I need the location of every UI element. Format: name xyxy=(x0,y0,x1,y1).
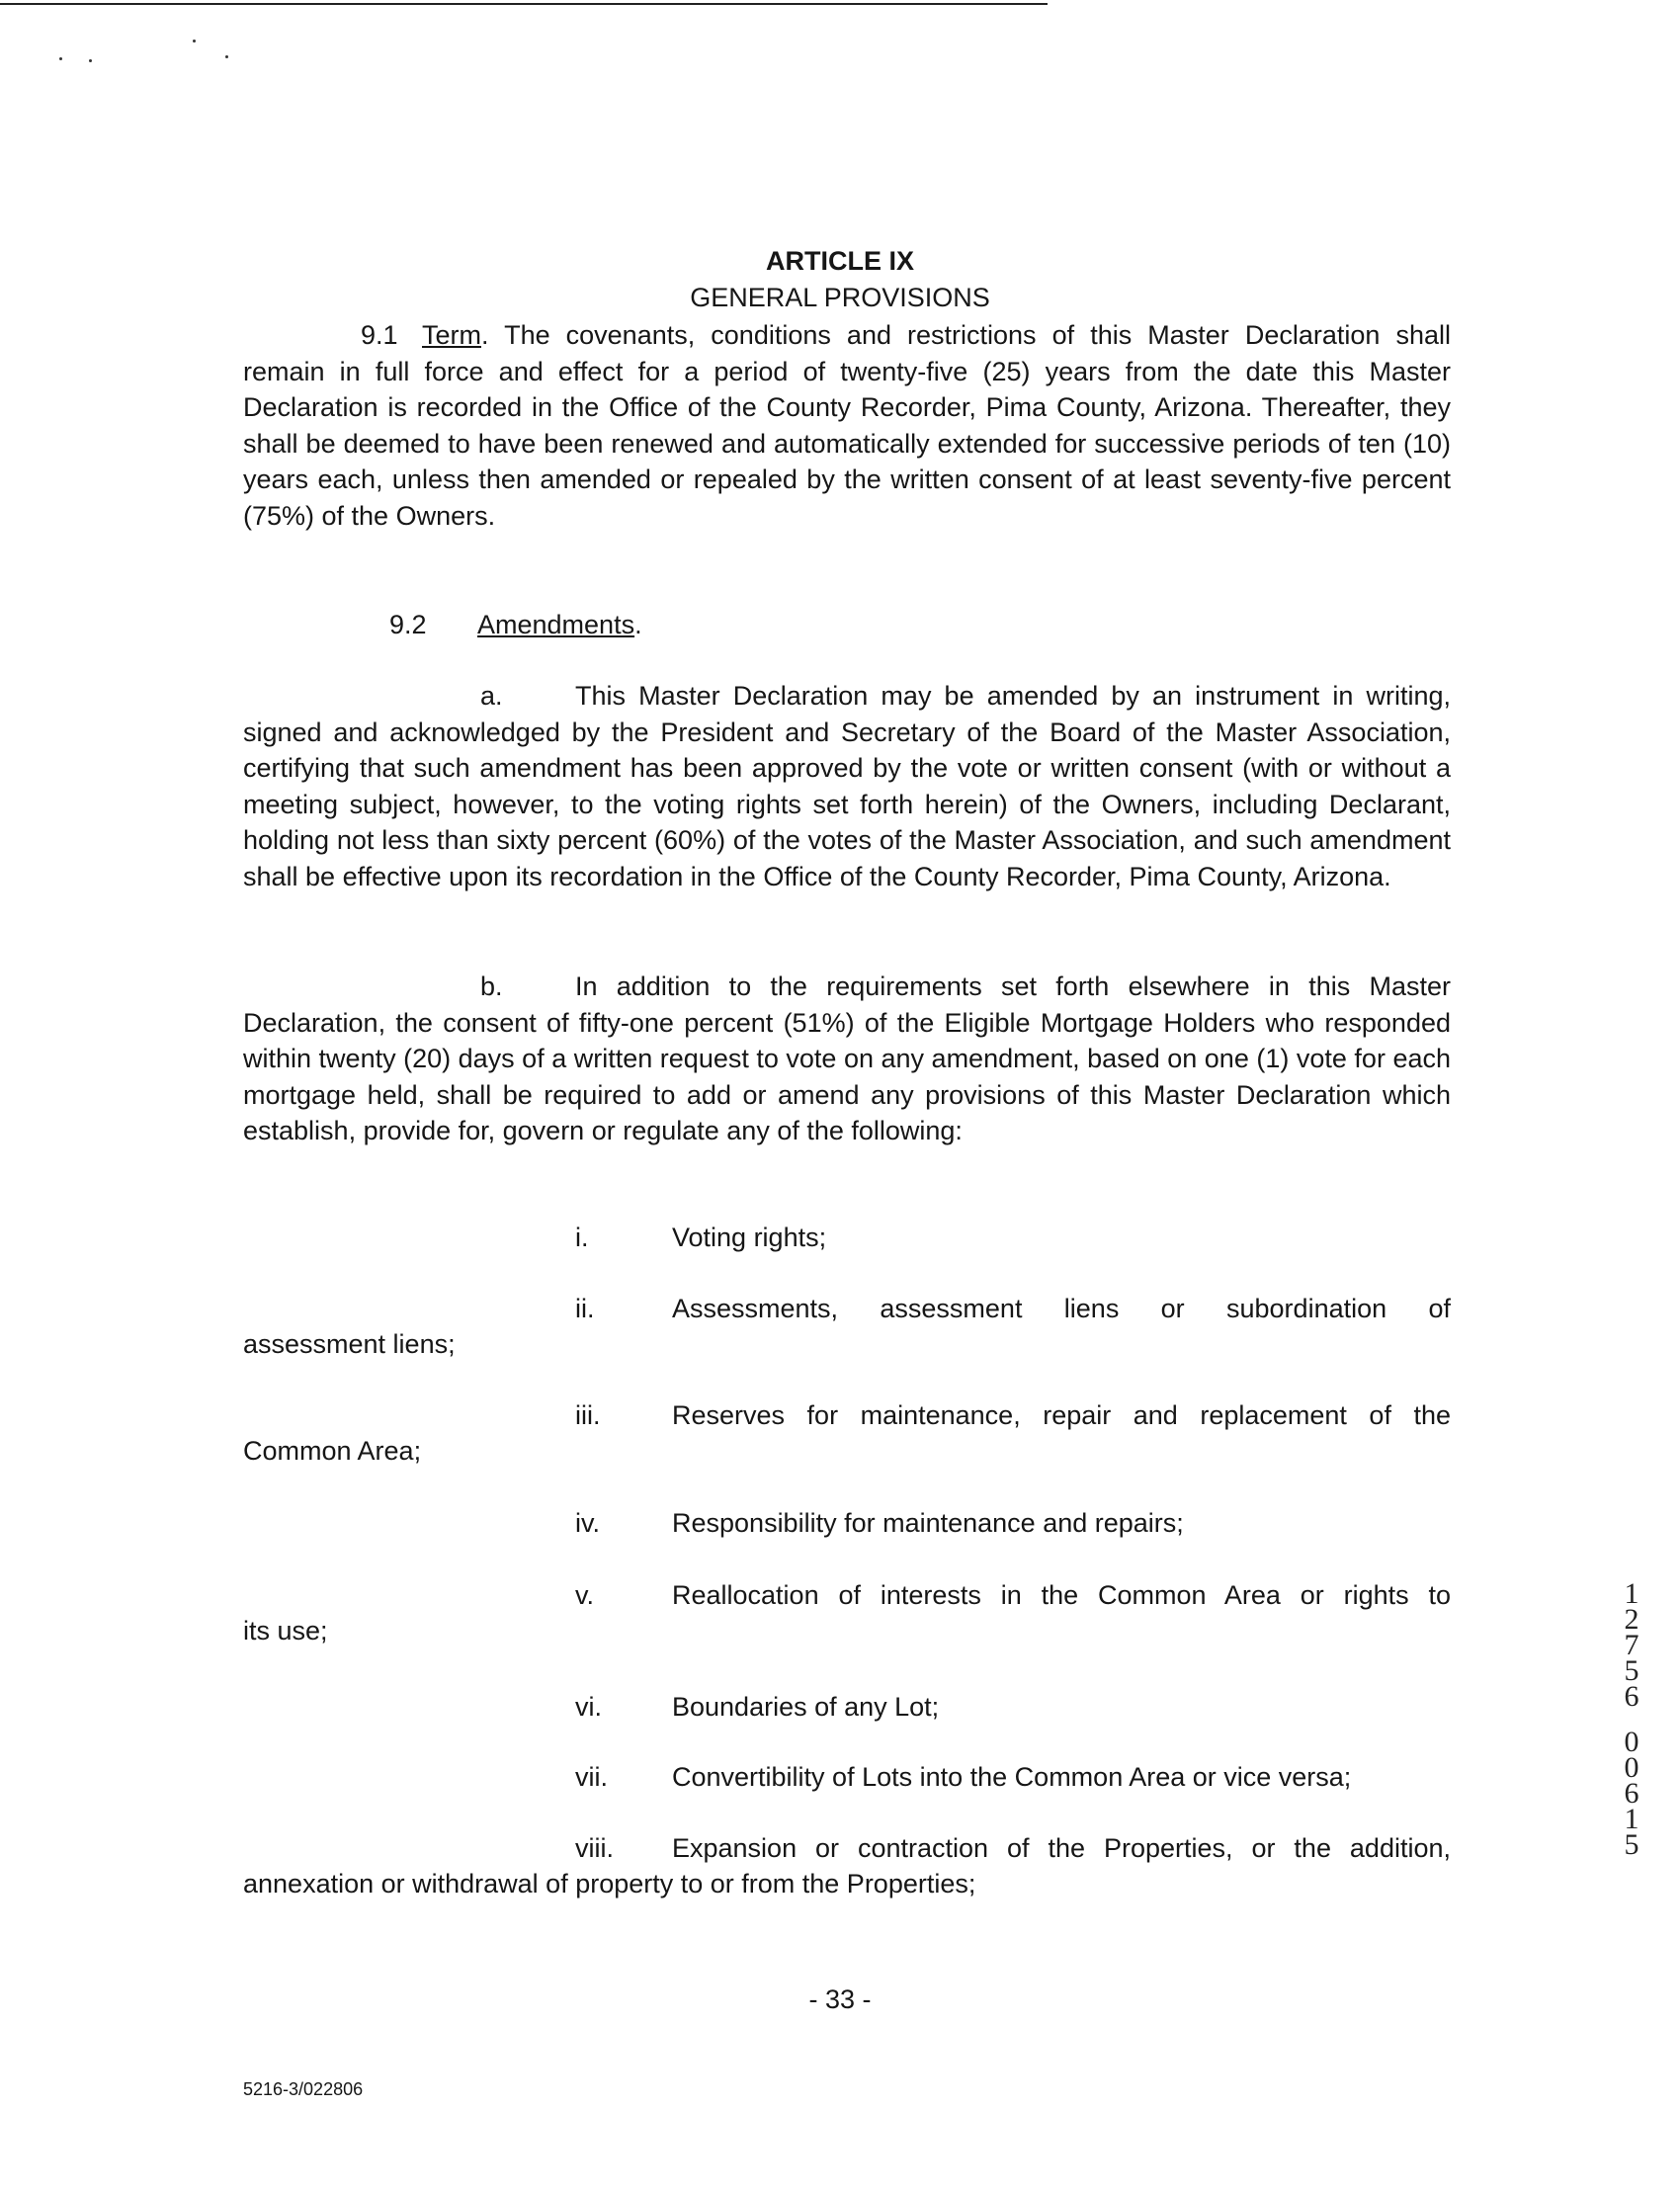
item-numeral: viii. xyxy=(575,1833,614,1863)
paragraph-a xyxy=(243,678,1451,895)
item-numeral: vi. xyxy=(575,1692,602,1722)
paragraph-b xyxy=(243,969,1451,1149)
stamp-digit: 7 xyxy=(1624,1629,1639,1661)
article-subtitle: GENERAL PROVISIONS xyxy=(690,283,990,312)
item-text: Responsibility for maintenance and repairs; xyxy=(672,1508,1184,1538)
item-text: Expansion or contraction of the Properties, or the addition, xyxy=(672,1833,1451,1863)
scan-speck xyxy=(59,57,62,60)
item-continuation: Common Area; xyxy=(243,1436,422,1466)
paragraph-text: In addition to the requirements set forth elsewhere in this Master Declaration, the consent of fifty-one percent (51%) of the Eligible Mortgage Holders who responded within twenty (20) days of a written request to vote on any amendment, based on one (1) vote for each mortgage held, shall be required to add or amend any provisions of this Master Declaration which establish, provide for, govern or regulate any of the following: xyxy=(243,971,1451,1146)
scan-speck xyxy=(89,59,92,62)
item-text: Reallocation of interests in the Common Area or rights to xyxy=(672,1580,1451,1610)
item-text: Boundaries of any Lot; xyxy=(672,1692,940,1722)
stamp-digit: 0 xyxy=(1624,1726,1639,1758)
recording-stamp xyxy=(1615,1577,1648,1861)
paragraph-label: a. xyxy=(480,681,503,711)
article-title: ARTICLE IX xyxy=(765,246,914,276)
item-text: Assessments, assessment liens or subordination of xyxy=(672,1294,1451,1323)
page-number: - 33 - xyxy=(808,1984,872,2014)
scan-speck xyxy=(225,55,228,58)
section-body: . The covenants, conditions and restrictions of this Master Declaration shall remain in full force and effect for a period of twenty-five (25) years from the date this Master Declaration is recorded in the Office of the County Recorder, Pima County, Arizona. Thereafter, they shall be deemed to have been renewed and automatically extended for successive periods of ten (10) years each, unless then amended or repealed by the written consent of at least seventy-five percent (75%) of the Owners. xyxy=(243,320,1451,531)
item-text: Convertibility of Lots into the Common Area or vice versa; xyxy=(672,1762,1352,1792)
item-text: Reserves for maintenance, repair and replacement of the xyxy=(672,1400,1451,1430)
item-numeral: iii. xyxy=(575,1400,601,1430)
stamp-digit: 5 xyxy=(1624,1828,1639,1861)
item-continuation: assessment liens; xyxy=(243,1329,456,1359)
paragraph-text: This Master Declaration may be amended by an instrument in writing, signed and acknowledged by the President and Secretary of the Board of the Master Association, certifying that such amendment has been approved by the vote or written consent (with or without a meeting subject, however, to the voting rights set forth herein) of the Owners, including Declarant, holding not less than sixty percent (60%) of the votes of the Master Association, and such amendment shall be effective upon its recordation in the Office of the County Recorder, Pima County, Arizona. xyxy=(243,681,1451,891)
item-continuation: annexation or withdrawal of property to or from the Properties; xyxy=(243,1869,976,1899)
item-numeral: vii. xyxy=(575,1762,608,1792)
item-numeral: v. xyxy=(575,1580,594,1610)
item-numeral: ii. xyxy=(575,1294,595,1323)
stamp-digit: 0 xyxy=(1624,1751,1639,1784)
stamp-digit: 5 xyxy=(1624,1654,1639,1687)
scan-speck xyxy=(193,40,196,42)
section-title: Amendments xyxy=(477,610,635,639)
item-continuation: its use; xyxy=(243,1616,328,1646)
section-9-1 xyxy=(243,317,1451,535)
paragraph-label: b. xyxy=(480,971,503,1001)
stamp-digit: 6 xyxy=(1624,1680,1639,1713)
item-numeral: i. xyxy=(575,1223,589,1252)
stamp-digit: 2 xyxy=(1624,1603,1639,1636)
section-9-2-heading: 9.2 Amendments. xyxy=(243,607,1451,643)
item-text: Voting rights; xyxy=(672,1223,827,1252)
document-code: 5216-3/022806 xyxy=(243,2079,364,2099)
item-numeral: iv. xyxy=(575,1508,600,1538)
scan-edge-line xyxy=(0,3,1048,5)
stamp-digit: 1 xyxy=(1624,1577,1639,1610)
section-number: 9.2 xyxy=(389,610,427,639)
section-title: Term xyxy=(422,320,481,350)
stamp-digit: 6 xyxy=(1624,1777,1639,1810)
section-number: 9.1 xyxy=(361,320,398,350)
stamp-digit: 1 xyxy=(1624,1803,1639,1835)
